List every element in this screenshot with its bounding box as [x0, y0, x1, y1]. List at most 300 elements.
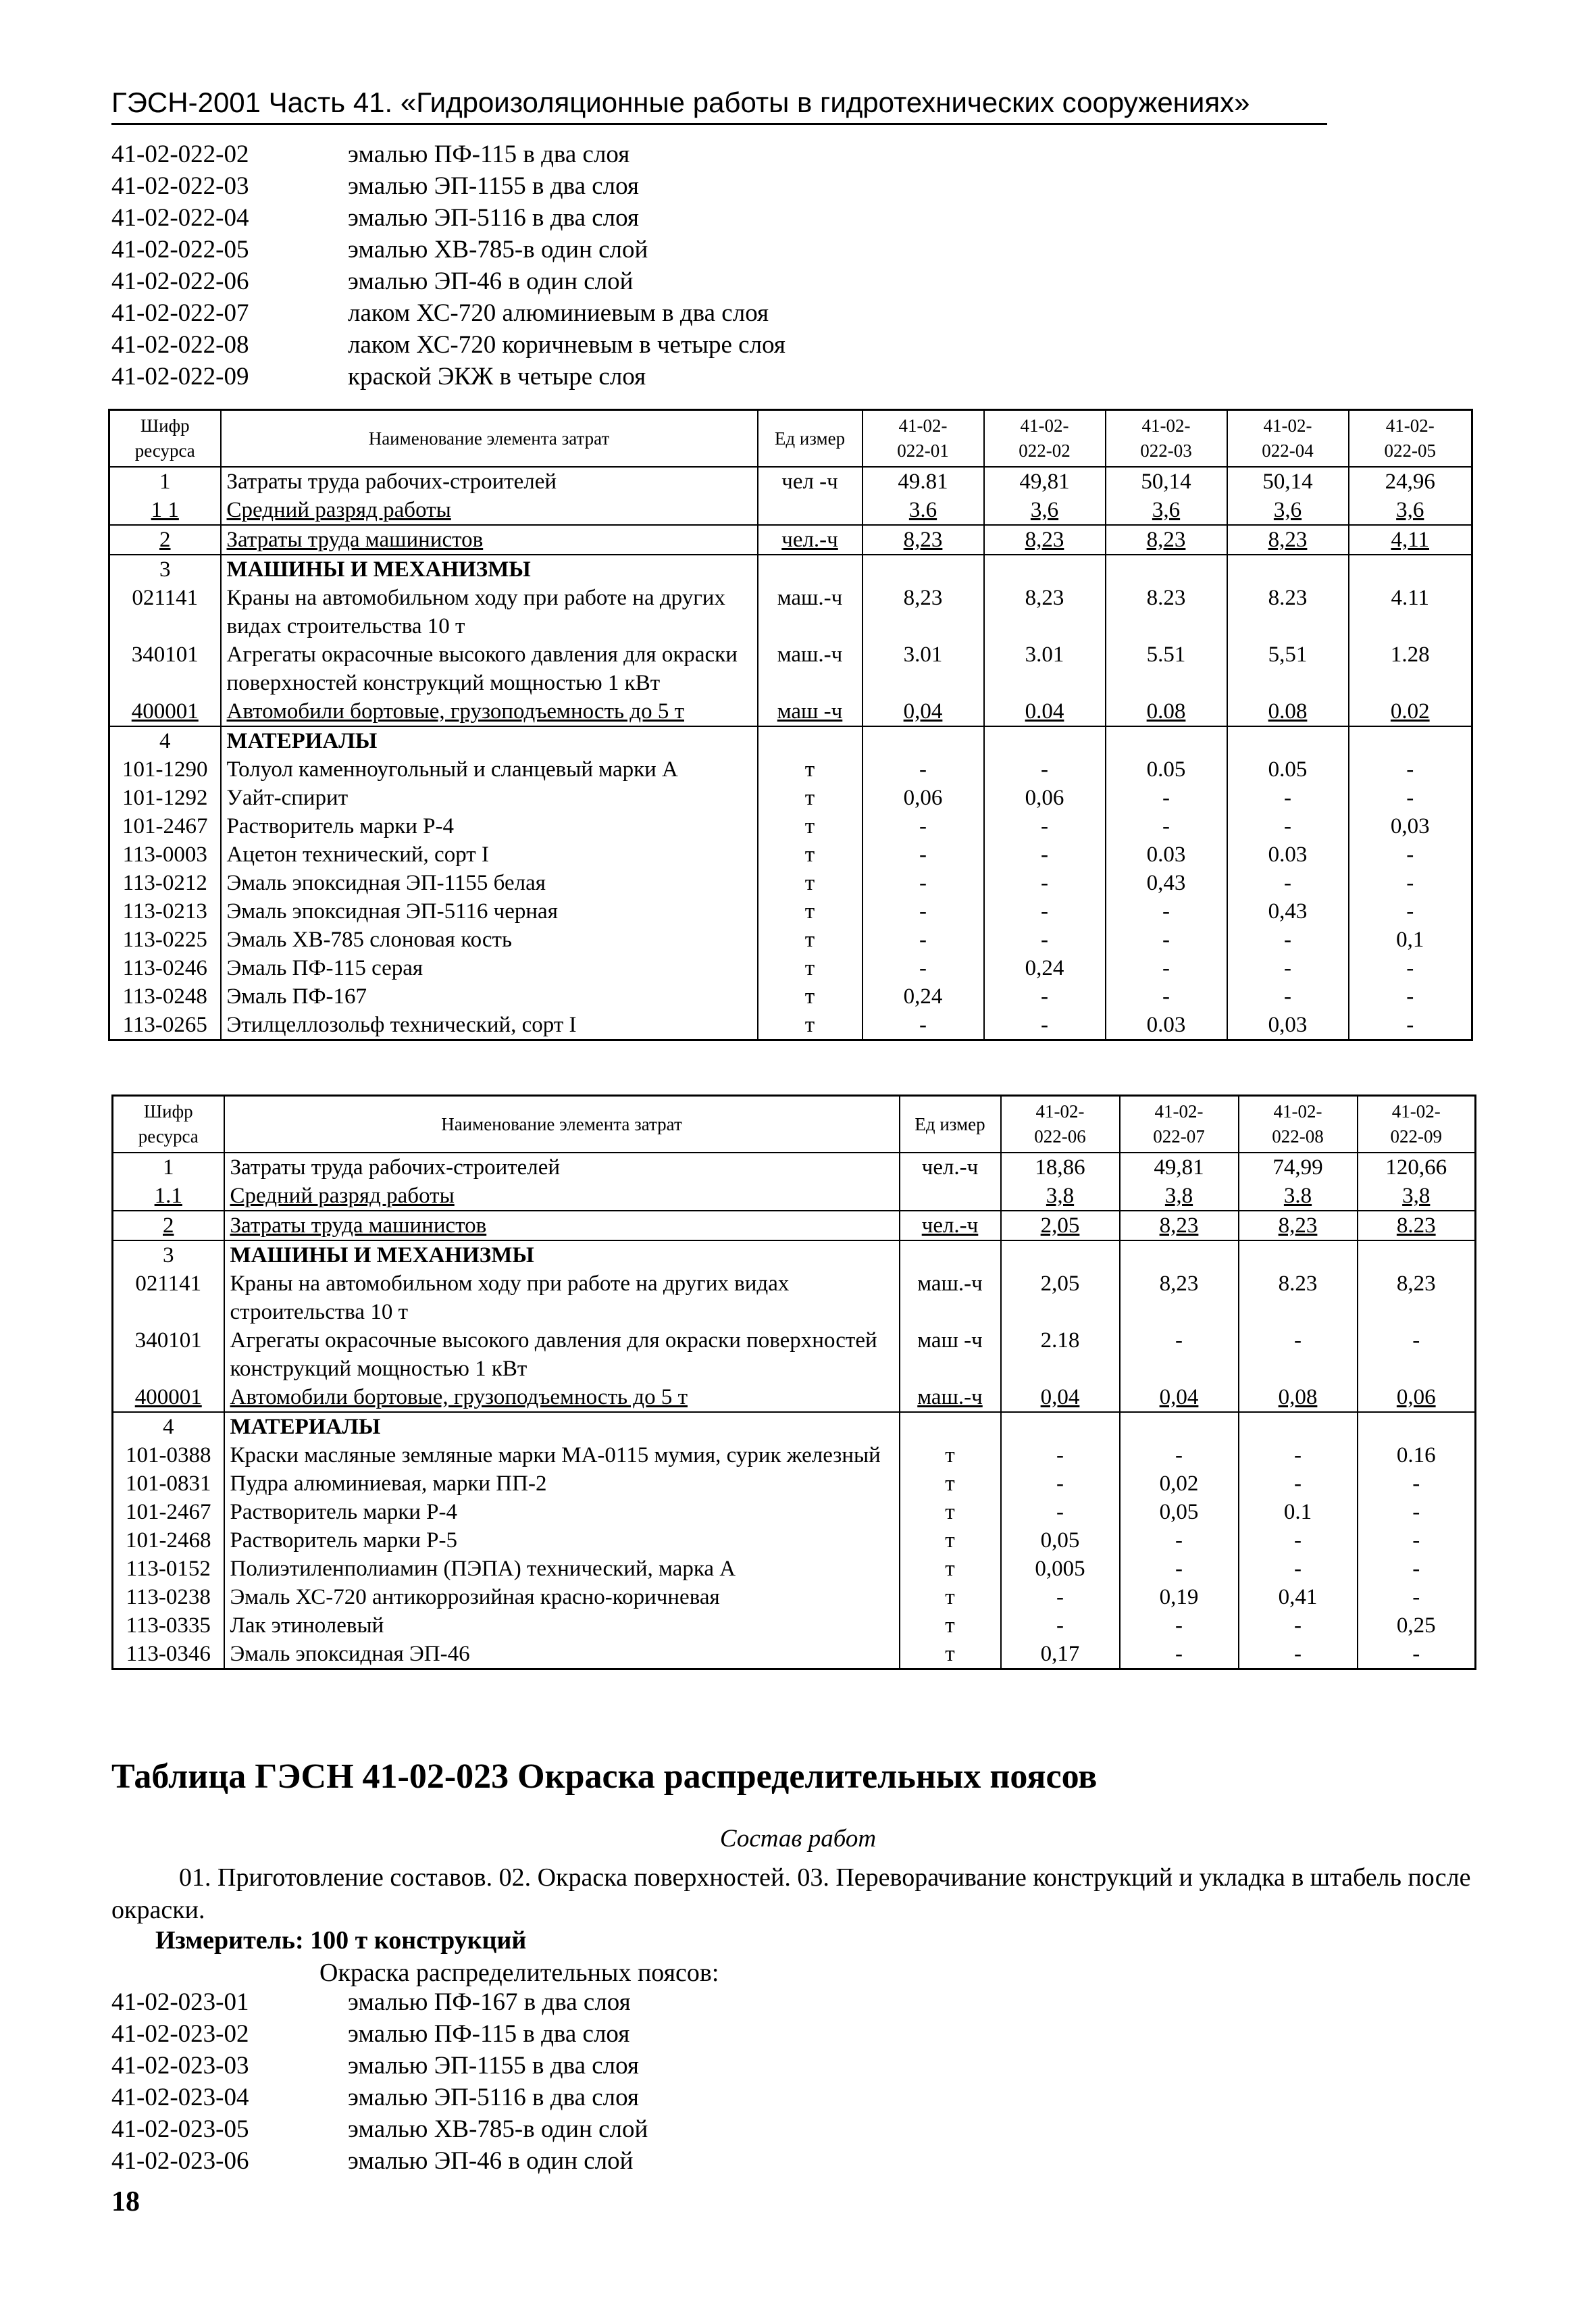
code-number: 41-02-022-05 [111, 236, 249, 263]
resource-unit: чел.-ч [900, 1153, 1001, 1182]
resource-value: - [1358, 1526, 1476, 1555]
resource-value: 0,1 [1349, 926, 1472, 954]
resource-unit: т [900, 1583, 1001, 1611]
resource-value: - [1349, 1011, 1472, 1040]
resource-value: - [1106, 926, 1227, 954]
resource-unit: т [900, 1498, 1001, 1526]
table-row [109, 726, 1472, 755]
table-row [113, 1611, 1476, 1640]
column-header: 41-02- 022-04 [1227, 410, 1349, 468]
table-header-row [109, 410, 1472, 468]
resource-unit: т [758, 954, 863, 982]
column-header: Наименование элемента затрат [224, 1096, 900, 1153]
resource-unit: т [758, 1011, 863, 1040]
code-list-item [111, 170, 786, 202]
resource-value: 8,23 [1106, 525, 1227, 555]
resource-value: 0,06 [984, 784, 1106, 812]
resource-value: 0,04 [1120, 1383, 1239, 1412]
table-row [113, 1383, 1476, 1412]
resource-code: 400001 [109, 697, 221, 726]
resource-name: Автомобили бортовые, грузоподъемность до 5 т [221, 697, 758, 726]
resource-value: - [1358, 1498, 1476, 1526]
resource-unit: т [758, 897, 863, 926]
table-row [113, 1469, 1476, 1498]
resource-code: 113-0246 [109, 954, 221, 982]
table-row [109, 954, 1472, 982]
resource-value: - [1349, 840, 1472, 869]
resource-name: Толуол каменноугольный и сланцевый марки А [221, 755, 758, 784]
resource-value: 8.23 [1358, 1211, 1476, 1240]
resource-code: 101-1290 [109, 755, 221, 784]
resource-unit: т [900, 1640, 1001, 1669]
resource-unit: т [758, 982, 863, 1011]
resource-code: 400001 [113, 1383, 224, 1412]
resource-value: 0,17 [1001, 1640, 1120, 1669]
resource-table-2 [111, 1095, 1476, 1670]
resource-code: 4 [109, 726, 221, 755]
resource-name: Эмаль эпоксидная ЭП-1155 белая [221, 869, 758, 897]
resource-code: 113-0346 [113, 1640, 224, 1669]
resource-name: Ацетон технический, сорт I [221, 840, 758, 869]
resource-name: Уайт-спирит [221, 784, 758, 812]
resource-name: Краны на автомобильном ходу при работе на других видах строительства 10 т [224, 1269, 900, 1326]
resource-value: - [984, 897, 1106, 926]
resource-code: 101-2467 [109, 812, 221, 840]
code-description: эмалью ЭП-46 в один слой [348, 2147, 634, 2175]
resource-code: 101-0388 [113, 1441, 224, 1469]
code-description: эмалью ХВ-785-в один слой [348, 236, 648, 263]
resource-value: 49.81 [863, 467, 984, 496]
table-row [109, 784, 1472, 812]
resource-value: 0.1 [1239, 1498, 1358, 1526]
table-row [113, 1326, 1476, 1383]
resource-value: - [1239, 1526, 1358, 1555]
resource-value: 0,43 [1227, 897, 1349, 926]
sostav-title: Состав работ [719, 1825, 877, 1853]
resource-value: 8,23 [984, 525, 1106, 555]
resource-value: 5,51 [1227, 640, 1349, 697]
resource-value: - [863, 755, 984, 784]
resource-value [1227, 555, 1349, 584]
resource-value: 5.51 [1106, 640, 1227, 697]
resource-value: 0.08 [1227, 697, 1349, 726]
resource-value [1106, 555, 1227, 584]
resource-value: - [1239, 1469, 1358, 1498]
resource-code: 2 [109, 525, 221, 555]
resource-value: 8,23 [1239, 1211, 1358, 1240]
resource-code: 1 [113, 1153, 224, 1182]
resource-code: 113-0213 [109, 897, 221, 926]
code-description: эмалью ЭП-1155 в два слоя [348, 2052, 639, 2080]
resource-value [1349, 726, 1472, 755]
code-description: эмалью ЭП-5116 в два слоя [348, 204, 639, 232]
resource-value: 0.03 [1106, 840, 1227, 869]
column-header: Ед измер [758, 410, 863, 468]
resource-value: 8.23 [1239, 1269, 1358, 1326]
resource-value: - [1349, 954, 1472, 982]
resource-value: 8,23 [1358, 1269, 1476, 1326]
resource-value: 0,03 [1349, 812, 1472, 840]
meter-line: Измеритель: 100 т конструкций [155, 1926, 527, 1955]
column-header: 41-02- 022-06 [1001, 1096, 1120, 1153]
resource-value: - [1239, 1611, 1358, 1640]
resource-value: 0.03 [1106, 1011, 1227, 1040]
codes-list-bottom [111, 1986, 648, 2177]
resource-value: - [863, 869, 984, 897]
code-number: 41-02-022-03 [111, 172, 249, 200]
column-header: Наименование элемента затрат [221, 410, 758, 468]
resource-code: 113-0238 [113, 1583, 224, 1611]
table-row [113, 1498, 1476, 1526]
resource-value: 18,86 [1001, 1153, 1120, 1182]
resource-value: - [984, 755, 1106, 784]
resource-unit: т [900, 1441, 1001, 1469]
resource-value: - [1349, 897, 1472, 926]
resource-name: Затраты труда машинистов [221, 525, 758, 555]
code-description: эмалью ХВ-785-в один слой [348, 2115, 648, 2143]
resource-value: 1.28 [1349, 640, 1472, 697]
column-header: 41-02- 022-05 [1349, 410, 1472, 468]
resource-value: 2,05 [1001, 1211, 1120, 1240]
resource-name: Этилцеллозольф технический, сорт I [221, 1011, 758, 1040]
resource-value: 0,05 [1001, 1526, 1120, 1555]
resource-code: 4 [113, 1412, 224, 1441]
resource-code: 113-0335 [113, 1611, 224, 1640]
codes-subhead: Окраска распределительных поясов: [319, 1959, 719, 1987]
column-header: 41-02- 022-09 [1358, 1096, 1476, 1153]
resource-value: 120,66 [1358, 1153, 1476, 1182]
resource-value: 2,05 [1001, 1269, 1120, 1326]
resource-value: 0,19 [1120, 1583, 1239, 1611]
resource-unit: т [900, 1611, 1001, 1640]
resource-value: - [984, 812, 1106, 840]
table-row [113, 1441, 1476, 1469]
resource-name: Эмаль ХВ-785 слоновая кость [221, 926, 758, 954]
resource-name: Растворитель марки Р-4 [221, 812, 758, 840]
resource-value: - [1120, 1611, 1239, 1640]
resource-value [1120, 1412, 1239, 1441]
resource-code: 113-0225 [109, 926, 221, 954]
resource-unit: т [900, 1555, 1001, 1583]
resource-value: - [984, 840, 1106, 869]
table-row [113, 1583, 1476, 1611]
resource-name: Краны на автомобильном ходу при работе на других видах строительства 10 т [221, 584, 758, 640]
code-list-item [111, 2145, 648, 2177]
column-header: 41-02- 022-01 [863, 410, 984, 468]
resource-unit [900, 1182, 1001, 1211]
code-number: 41-02-023-05 [111, 2115, 249, 2143]
column-header: Шифр ресурса [109, 410, 221, 468]
resource-code: 3 [109, 555, 221, 584]
resource-value: 0.08 [1106, 697, 1227, 726]
code-number: 41-02-023-06 [111, 2147, 249, 2175]
code-list-item [111, 234, 786, 266]
code-description: эмалью ЭП-5116 в два слоя [348, 2084, 639, 2111]
resource-name: Эмаль ПФ-167 [221, 982, 758, 1011]
resource-value: 8,23 [1120, 1211, 1239, 1240]
resource-code: 021141 [113, 1269, 224, 1326]
resource-value: 3,8 [1120, 1182, 1239, 1211]
resource-value [1120, 1240, 1239, 1269]
resource-value: - [1358, 1469, 1476, 1498]
resource-code: 113-0152 [113, 1555, 224, 1583]
resource-value: 0,41 [1239, 1583, 1358, 1611]
resource-name: Полиэтиленполиамин (ПЭПА) технический, марка А [224, 1555, 900, 1583]
resource-value: 0,005 [1001, 1555, 1120, 1583]
resource-value: 8,23 [863, 525, 984, 555]
table-row [109, 755, 1472, 784]
resource-value: 0.04 [984, 697, 1106, 726]
resource-value: - [1001, 1469, 1120, 1498]
code-number: 41-02-023-03 [111, 2052, 249, 2080]
resource-value: 0,03 [1227, 1011, 1349, 1040]
resource-value: - [1120, 1640, 1239, 1669]
resource-unit [758, 555, 863, 584]
table-row [113, 1182, 1476, 1211]
resource-value: - [1227, 954, 1349, 982]
resource-value: - [1106, 812, 1227, 840]
resource-value: - [863, 812, 984, 840]
code-description: лаком ХС-720 алюминиевым в два слоя [348, 299, 769, 327]
table-header-row [113, 1096, 1476, 1153]
resource-value: - [1358, 1555, 1476, 1583]
resource-value: - [1120, 1555, 1239, 1583]
resource-value: - [1120, 1441, 1239, 1469]
resource-value [863, 555, 984, 584]
resource-unit: маш.-ч [900, 1269, 1001, 1326]
resource-unit: т [758, 812, 863, 840]
code-list-item [111, 329, 786, 361]
table-row [109, 812, 1472, 840]
resource-value: - [1358, 1640, 1476, 1669]
resource-value: - [1001, 1611, 1120, 1640]
resource-unit: т [758, 784, 863, 812]
resource-value: 3,6 [1227, 496, 1349, 525]
resource-value [1239, 1412, 1358, 1441]
resource-value: 49,81 [984, 467, 1106, 496]
resource-code: 1 1 [109, 496, 221, 525]
resource-code: 113-0003 [109, 840, 221, 869]
resource-value: 8.23 [1227, 584, 1349, 640]
resource-unit: маш -ч [758, 697, 863, 726]
resource-value: - [1349, 869, 1472, 897]
code-number: 41-02-022-09 [111, 363, 249, 391]
resource-value: - [1239, 1640, 1358, 1669]
resource-value: - [1349, 784, 1472, 812]
resource-code: 113-0248 [109, 982, 221, 1011]
resource-code: 101-2468 [113, 1526, 224, 1555]
resource-unit: т [758, 926, 863, 954]
table-row [109, 640, 1472, 697]
table-row [113, 1269, 1476, 1326]
code-number: 41-02-022-07 [111, 299, 249, 327]
code-description: лаком ХС-720 коричневым в четыре слоя [348, 331, 786, 359]
resource-unit: маш.-ч [758, 584, 863, 640]
code-number: 41-02-022-04 [111, 204, 249, 232]
resource-value: 49,81 [1120, 1153, 1239, 1182]
resource-value: 0,02 [1120, 1469, 1239, 1498]
column-header: 41-02- 022-08 [1239, 1096, 1358, 1153]
resource-value: 8,23 [984, 584, 1106, 640]
resource-value: 4,11 [1349, 525, 1472, 555]
column-header: 41-02- 022-03 [1106, 410, 1227, 468]
resource-name: Краски масляные земляные марки МА-0115 мумия, сурик железный [224, 1441, 900, 1469]
table-row [113, 1211, 1476, 1240]
resource-value: 74,99 [1239, 1153, 1358, 1182]
resource-unit: т [900, 1526, 1001, 1555]
resource-unit: т [758, 840, 863, 869]
column-header: Ед измер [900, 1096, 1001, 1153]
resource-value: 3.01 [984, 640, 1106, 697]
resource-value: - [1106, 954, 1227, 982]
resource-value: - [863, 897, 984, 926]
resource-value [984, 726, 1106, 755]
resource-value: 3,6 [1106, 496, 1227, 525]
resource-value: - [984, 1011, 1106, 1040]
code-number: 41-02-023-01 [111, 1988, 249, 2016]
resource-value: 0,24 [984, 954, 1106, 982]
resource-value: 8,23 [863, 584, 984, 640]
resource-value: 0,06 [1358, 1383, 1476, 1412]
resource-value: - [1227, 869, 1349, 897]
resource-value: 0,06 [863, 784, 984, 812]
page-number: 18 [111, 2186, 140, 2217]
page-header: ГЭСН-2001 Часть 41. «Гидроизоляционные работы в гидротехнических сооружениях» [111, 86, 1327, 125]
resource-code: 3 [113, 1240, 224, 1269]
works-description: 01. Приготовление составов. 02. Окраска поверхностей. 03. Переворачивание конструкций и укладка в штабель после окраски. [111, 1863, 1471, 1924]
resource-value [1358, 1240, 1476, 1269]
resource-value: 8,23 [1227, 525, 1349, 555]
table-row [113, 1555, 1476, 1583]
table-row [109, 897, 1472, 926]
resource-name: МАТЕРИАЛЫ [221, 726, 758, 755]
resource-unit: т [758, 869, 863, 897]
table-row [109, 697, 1472, 726]
resource-value: 50,14 [1106, 467, 1227, 496]
resource-value: 0,08 [1239, 1383, 1358, 1412]
resource-name: Агрегаты окрасочные высокого давления для окраски поверхностей конструкций мощностью 1 кВт [221, 640, 758, 697]
resource-value: 3,8 [1001, 1182, 1120, 1211]
resource-name: МАШИНЫ И МЕХАНИЗМЫ [224, 1240, 900, 1269]
resource-value: 3.6 [863, 496, 984, 525]
resource-value: 3,6 [1349, 496, 1472, 525]
resource-code: 101-1292 [109, 784, 221, 812]
resource-value: 4.11 [1349, 584, 1472, 640]
resource-code: 340101 [113, 1326, 224, 1383]
resource-value: - [1001, 1583, 1120, 1611]
code-description: эмалью ПФ-115 в два слоя [348, 2020, 630, 2048]
code-list-item [111, 139, 786, 170]
resource-code: 101-2467 [113, 1498, 224, 1526]
resource-code: 113-0265 [109, 1011, 221, 1040]
resource-unit [758, 726, 863, 755]
resource-unit [900, 1412, 1001, 1441]
resource-code: 021141 [109, 584, 221, 640]
code-list-item [111, 2113, 648, 2145]
resource-value: - [1227, 812, 1349, 840]
resource-value: 3,6 [984, 496, 1106, 525]
resource-unit: т [758, 755, 863, 784]
resource-name: Эмаль ХС-720 антикоррозийная красно-коричневая [224, 1583, 900, 1611]
table-row [113, 1412, 1476, 1441]
resource-value: - [1227, 784, 1349, 812]
resource-value: - [1349, 755, 1472, 784]
resource-code: 1 [109, 467, 221, 496]
resource-code: 1.1 [113, 1182, 224, 1211]
column-header: 41-02- 022-07 [1120, 1096, 1239, 1153]
code-list-item [111, 202, 786, 234]
resource-unit: маш.-ч [900, 1383, 1001, 1412]
resource-table-1 [108, 409, 1473, 1041]
code-list-item [111, 1986, 648, 2018]
resource-value: - [863, 926, 984, 954]
code-list-item [111, 266, 786, 297]
code-description: эмалью ЭП-1155 в два слоя [348, 172, 639, 200]
resource-value: 0.05 [1227, 755, 1349, 784]
code-list-item [111, 297, 786, 329]
resource-unit: т [900, 1469, 1001, 1498]
resource-value: - [984, 982, 1106, 1011]
resource-value [1227, 726, 1349, 755]
resource-value: 0,43 [1106, 869, 1227, 897]
resource-value: - [1227, 926, 1349, 954]
resource-unit: маш.-ч [758, 640, 863, 697]
table-row [109, 982, 1472, 1011]
resource-value: - [1001, 1498, 1120, 1526]
resource-value: - [863, 1011, 984, 1040]
resource-value: 3.01 [863, 640, 984, 697]
resource-value: - [1227, 982, 1349, 1011]
resource-value [1349, 555, 1472, 584]
resource-value: 0,04 [1001, 1383, 1120, 1412]
resource-value [1106, 726, 1227, 755]
table-row [109, 525, 1472, 555]
resource-value [984, 555, 1106, 584]
code-number: 41-02-023-02 [111, 2020, 249, 2048]
resource-name: Средний разряд работы [224, 1182, 900, 1211]
code-description: эмалью ПФ-167 в два слоя [348, 1988, 631, 2016]
resource-value [1001, 1240, 1120, 1269]
resource-name: Растворитель марки Р-5 [224, 1526, 900, 1555]
resource-value: - [1358, 1326, 1476, 1383]
table-row [109, 1011, 1472, 1040]
resource-value: 0.16 [1358, 1441, 1476, 1469]
table-row [109, 467, 1472, 496]
code-list-item [111, 2050, 648, 2082]
resource-name: Затраты труда рабочих-строителей [221, 467, 758, 496]
resource-value: - [1001, 1441, 1120, 1469]
resource-value: - [984, 869, 1106, 897]
resource-value: - [1106, 784, 1227, 812]
resource-unit: чел.-ч [758, 525, 863, 555]
code-number: 41-02-022-02 [111, 141, 249, 168]
column-header: Шифр ресурса [113, 1096, 224, 1153]
table-row [113, 1526, 1476, 1555]
code-description: краской ЭКЖ в четыре слоя [348, 363, 646, 391]
resource-code: 101-0831 [113, 1469, 224, 1498]
resource-unit: чел.-ч [900, 1211, 1001, 1240]
resource-value: - [1358, 1583, 1476, 1611]
resource-value: - [1239, 1326, 1358, 1383]
table-row [113, 1153, 1476, 1182]
column-header: 41-02- 022-02 [984, 410, 1106, 468]
table-row [109, 926, 1472, 954]
table-row [109, 584, 1472, 640]
resource-name: Агрегаты окрасочные высокого давления для окраски поверхностей конструкций мощностью 1 кВт [224, 1326, 900, 1383]
table-row [109, 555, 1472, 584]
resource-value: - [1120, 1326, 1239, 1383]
resource-value: 8,23 [1120, 1269, 1239, 1326]
